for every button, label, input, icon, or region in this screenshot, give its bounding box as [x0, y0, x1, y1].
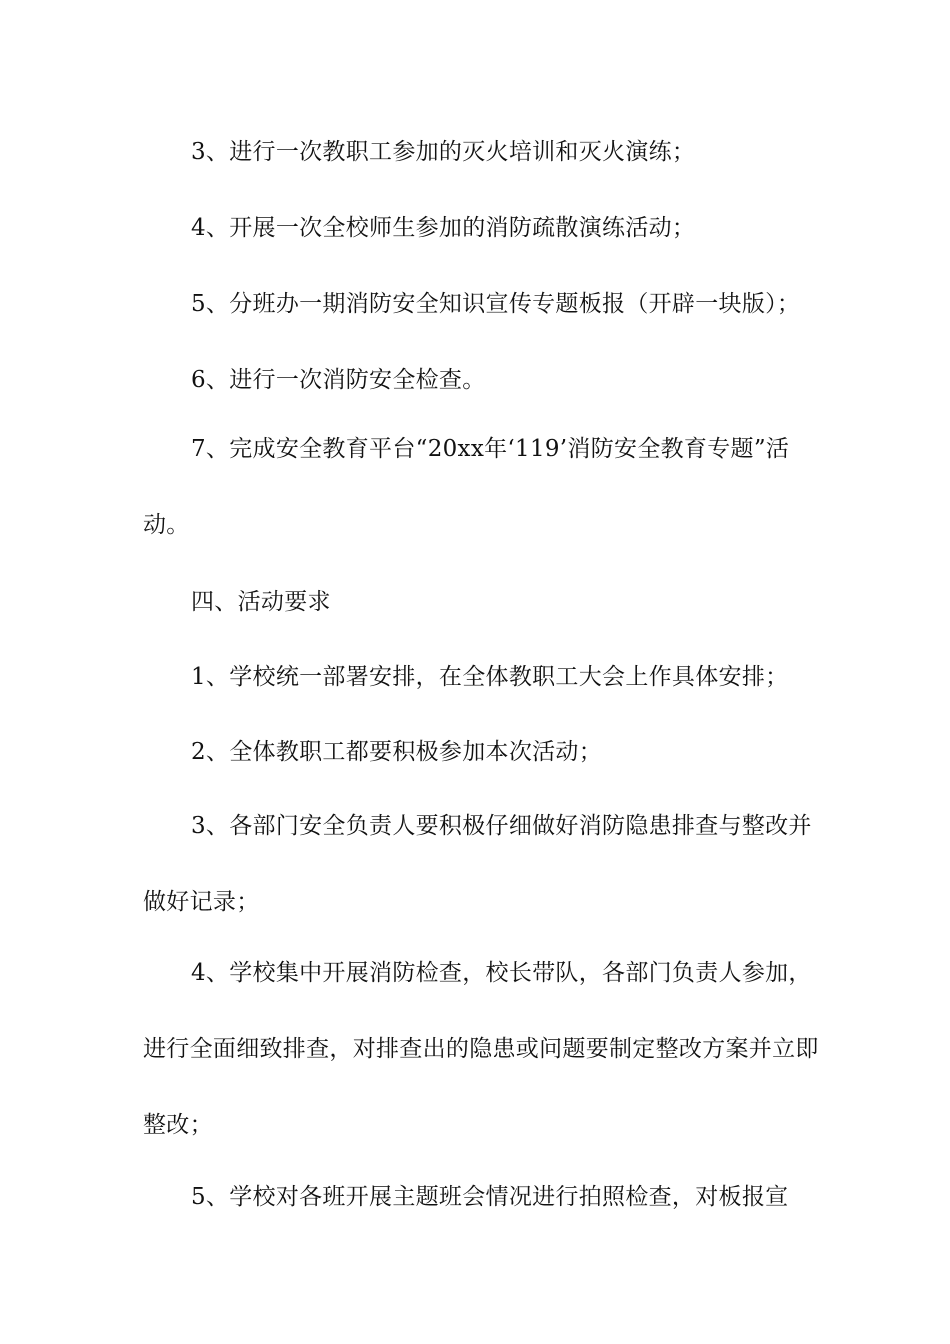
- paragraph-item-5-blackboard: 5、分班办一期消防安全知识宣传专题板报（开辟一块版）；: [191, 291, 801, 317]
- paragraph-req-4: 4、学校集中开展消防检查，校长带队，各部门负责人参加，进行全面细致排查，对排查出的隐患或问题要制定整改方案并立即整改；: [143, 960, 819, 1138]
- paragraph-item-4-evacuation-drill: 4、开展一次全校师生参加的消防疏散演练活动；: [191, 215, 696, 241]
- paragraph-req-5: 5、学校对各班开展主题班会情况进行拍照检查，对板报宣: [191, 1184, 789, 1210]
- paragraph-item-7-education-platform: 7、完成安全教育平台“20xx年‘119’消防安全教育专题”活动。: [143, 436, 790, 538]
- paragraph-item-6-safety-check: 6、进行一次消防安全检查。: [191, 367, 486, 393]
- section-heading-requirements: 四、活动要求: [191, 589, 331, 615]
- paragraph-req-1: 1、学校统一部署安排，在全体教职工大会上作具体安排；: [191, 664, 789, 690]
- paragraph-item-3-fire-training: 3、进行一次教职工参加的灭火培训和灭火演练；: [191, 139, 696, 165]
- paragraph-req-2: 2、全体教职工都要积极参加本次活动；: [191, 739, 603, 765]
- paragraph-req-3: 3、各部门安全负责人要积极仔细做好消防隐患排查与整改并做好记录；: [143, 813, 812, 915]
